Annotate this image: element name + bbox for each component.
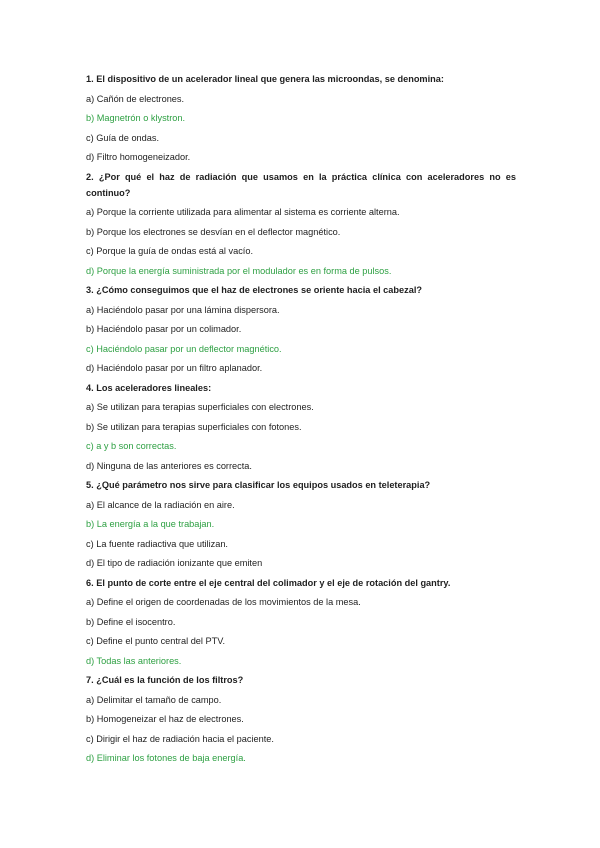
correct-answer-option: d) Todas las anteriores. [86, 655, 182, 666]
answer-option: c) Define el punto central del PTV. [86, 636, 226, 646]
answer-option: c) Porque la guía de ondas está al vacío. [86, 246, 254, 256]
answer-option: d) Filtro homogeneizador. [86, 152, 191, 162]
question-6 [86, 575, 516, 591]
question-number: 4. [86, 382, 94, 393]
question-text: ¿Por qué el haz de radiación que usamos en la práctica clínica con aceleradores no es continuo? [86, 171, 516, 198]
quiz-content [86, 71, 516, 770]
question-number: 3. [86, 285, 94, 295]
answer-option: a) Define el origen de coordenadas de los movimientos de la mesa. [86, 597, 361, 607]
question-3 [86, 282, 516, 298]
answer-option: c) La fuente radiactiva que utilizan. [86, 538, 228, 549]
question-number: 7. [86, 675, 94, 685]
correct-answer-option: c) Haciéndolo pasar por un deflector magnético. [86, 343, 282, 354]
question-number: 2. [86, 171, 94, 182]
question-text: ¿Cómo conseguimos que el haz de electrones se oriente hacia el cabezal? [96, 285, 422, 295]
answer-option: b) Homogeneizar el haz de electrones. [86, 714, 244, 724]
answer-option: b) Porque los electrones se desvían en el deflector magnético. [86, 226, 341, 237]
correct-answer-option: d) Porque la energía suministrada por el modulador es en forma de pulsos. [86, 265, 392, 276]
answer-option: a) El alcance de la radiación en aire. [86, 499, 235, 510]
answer-option: a) Cañón de electrones. [86, 93, 185, 104]
question-text: Los aceleradores lineales: [96, 382, 212, 393]
answer-option: b) Define el isocentro. [86, 616, 176, 627]
question-number: 6. [86, 577, 94, 588]
question-text: ¿Cuál es la función de los filtros? [96, 675, 244, 685]
correct-answer-option: d) Eliminar los fotones de baja energía. [86, 753, 246, 763]
question-1 [86, 71, 516, 87]
question-number: 1. [86, 74, 94, 84]
answer-option: d) Haciéndolo pasar por un filtro aplanador. [86, 363, 263, 373]
correct-answer-option: c) a y b son correctas. [86, 441, 177, 451]
question-5 [86, 477, 516, 493]
question-text: ¿Qué parámetro nos sirve para clasificar los equipos usados en teleterapia? [96, 480, 431, 490]
correct-answer-option: b) Magnetrón o klystron. [86, 113, 186, 123]
question-7 [86, 672, 516, 688]
question-4 [86, 380, 516, 396]
question-number: 5. [86, 480, 94, 490]
answer-option: b) Se utilizan para terapias superficiales con fotones. [86, 421, 302, 432]
answer-option: a) Porque la corriente utilizada para alimentar al sistema es corriente alterna. [86, 207, 400, 217]
question-text: El punto de corte entre el eje central del colimador y el eje de rotación del gantry. [96, 577, 451, 588]
correct-answer-option: b) La energía a la que trabajan. [86, 519, 215, 529]
answer-option: a) Delimitar el tamaño de campo. [86, 694, 222, 705]
answer-option: a) Se utilizan para terapias superficiales con electrones. [86, 402, 314, 412]
answer-option: b) Haciéndolo pasar por un colimador. [86, 324, 242, 334]
answer-option: c) Guía de ondas. [86, 132, 160, 143]
question-text: El dispositivo de un acelerador lineal que genera las microondas, se denomina: [96, 74, 444, 84]
answer-option: a) Haciéndolo pasar por una lámina dispersora. [86, 304, 280, 315]
answer-option: c) Dirigir el haz de radiación hacia el paciente. [86, 733, 274, 744]
answer-option: d) Ninguna de las anteriores es correcta. [86, 460, 252, 471]
question-2 [86, 169, 516, 201]
answer-option: d) El tipo de radiación ionizante que emiten [86, 558, 263, 568]
